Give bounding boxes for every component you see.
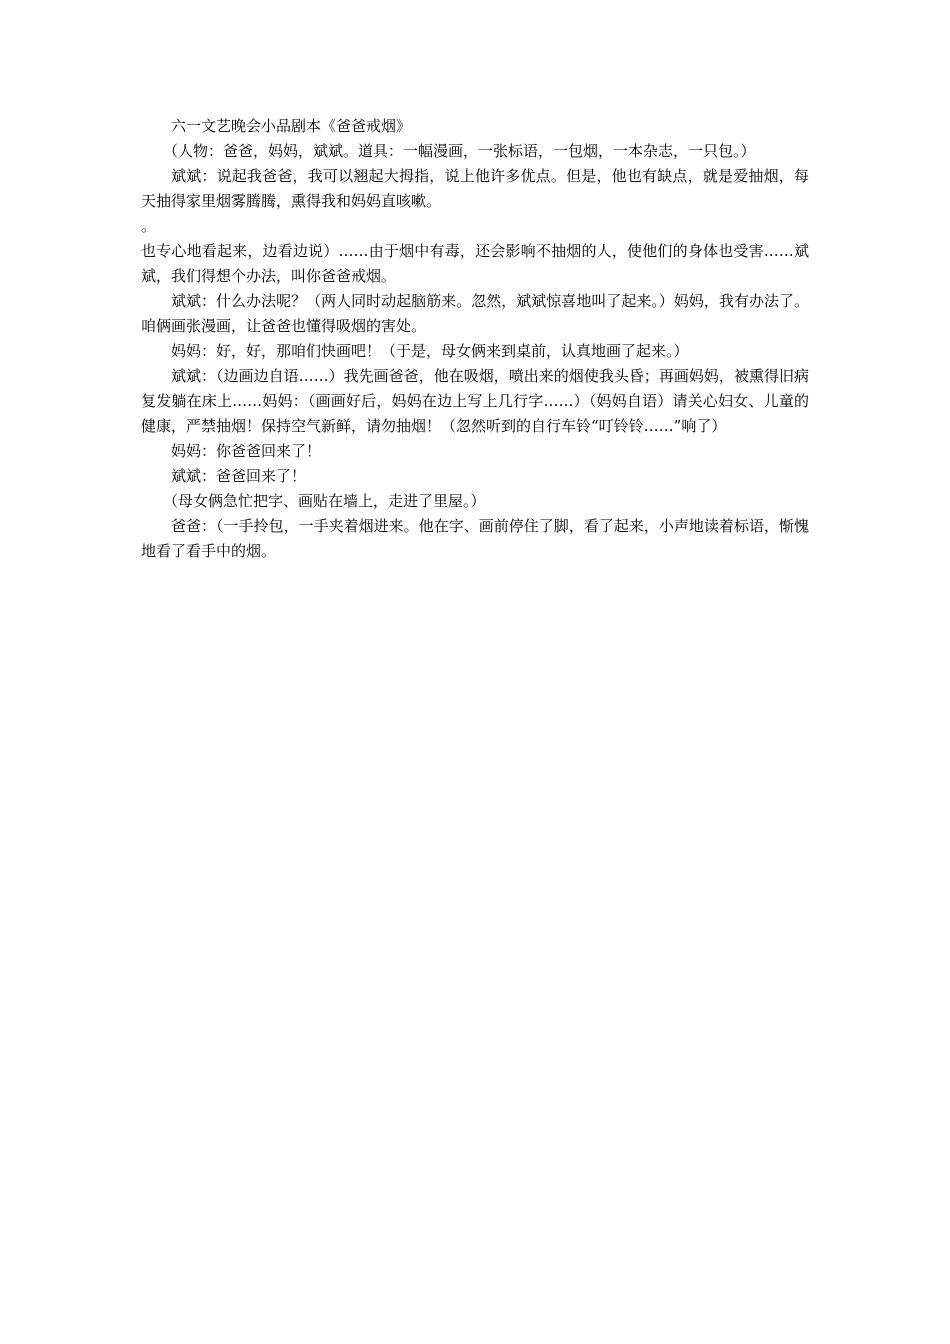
paragraph-father-enters: 爸爸：（一手拎包，一手夹着烟进来。他在字、画前停住了脚，看了起来，小声地读着标语，惭愧地看了看手中的烟。	[141, 517, 809, 560]
paragraph-mother-reading: 也专心地看起来，边看边说）……由于烟中有毒，还会影响不抽烟的人，使他们的身体也受害……斌斌，我们得想个办法，叫你爸爸戒烟。	[141, 242, 809, 285]
paragraph-drawing: 斌斌：（边画边自语……）我先画爸爸，他在吸烟，喷出来的烟使我头昏；再画妈妈，被熏得旧病复发躺在床上……妈妈：（画画好后，妈妈在边上写上几行字……）（妈妈自语）请关心妇女、儿童的健康，严禁抽烟！保持空气新鲜，请勿抽烟！（忽然听到的自行车铃“叮铃铃……”响了）	[141, 367, 809, 435]
paragraph-binbin-idea: 斌斌：什么办法呢？（两人同时动起脑筋来。忽然，斌斌惊喜地叫了起来。）妈妈，我有办法了。咱俩画张漫画，让爸爸也懂得吸烟的害处。	[141, 292, 809, 335]
paragraph-binbin-intro: 斌斌：说起我爸爸，我可以翘起大拇指，说上他许多优点。但是，他也有缺点，就是爱抽烟，每天抽得家里烟雾腾腾，熏得我和妈妈直咳嗽。	[141, 167, 809, 210]
paragraph-father-back-mother: 妈妈：你爸爸回来了！	[171, 442, 322, 460]
cast-and-props: （人物：爸爸，妈妈，斌斌。道具：一幅漫画，一张标语，一包烟，一本杂志，一只包。）	[163, 142, 756, 160]
paragraph-mother-agrees: 妈妈：好，好，那咱们快画吧！（于是，母女俩来到桌前，认真地画了起来。）	[171, 342, 689, 360]
paragraph-stage-direction: （母女俩急忙把字、画贴在墙上，走进了里屋。）	[163, 492, 486, 510]
document-title: 六一文艺晚会小品剧本《爸爸戒烟》	[171, 117, 412, 135]
paragraph-father-back-binbin: 斌斌：爸爸回来了！	[171, 467, 307, 485]
paragraph-stray-mark: 。	[141, 217, 157, 235]
document-page	[141, 114, 809, 564]
